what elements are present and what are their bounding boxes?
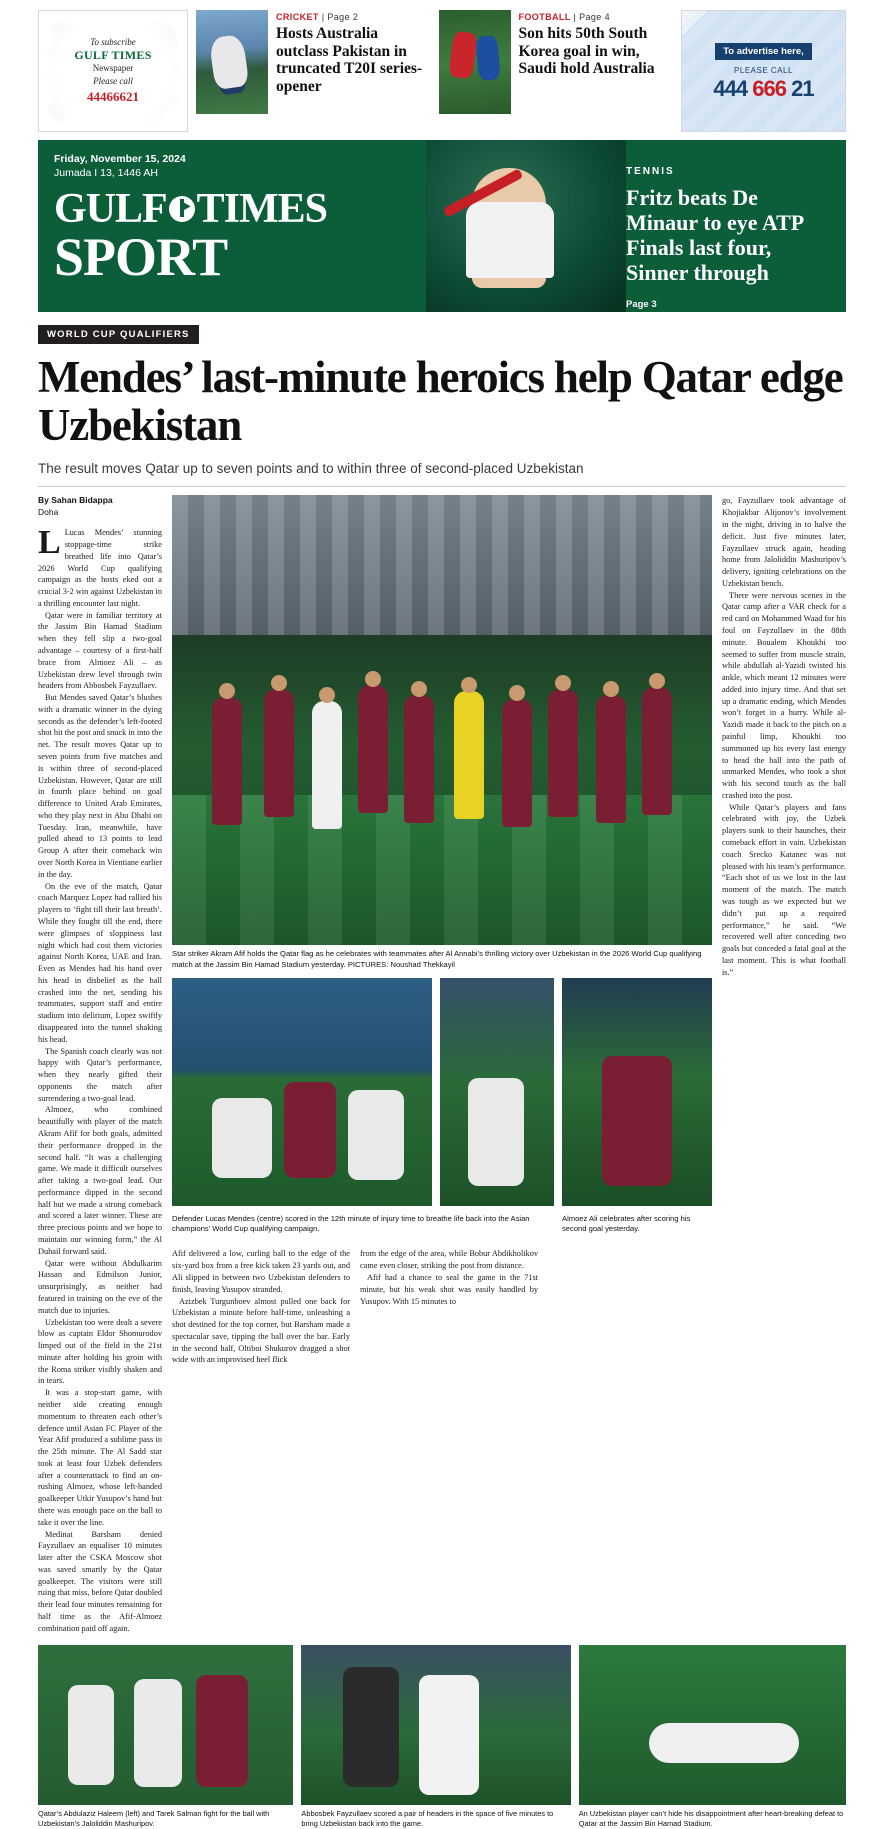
subscribe-line-1: To subscribe bbox=[90, 36, 136, 47]
subscribe-phone: 44466621 bbox=[86, 89, 139, 105]
paragraph: Medinat Barsham denied Fayzullaev an equaliser 10 minutes later after the CSKA Moscow shot was saved smartly by the Qatar goalkeeper. The visitors were still ruing that miss, before Qatar doubled their lead four minutes remaining for half time as the Afif-Almoez combination paid off again. bbox=[38, 1529, 162, 1633]
column-2-text bbox=[172, 1248, 350, 1366]
advertise-promo-box[interactable] bbox=[681, 10, 846, 132]
divider bbox=[38, 486, 846, 487]
bottom-captions bbox=[38, 1805, 846, 1829]
paragraph: Almoez, who combined beautifully with player of the match Akram Afif for both goals, admitted their performance dropped in the second half. “It was a challenging game. We made it difficult ourselves after taking a two-goal lead. Our performance dipped in the second half but we made a strong comeback and scored a later winner. These are three precious points and we hope to maintain our winning form,” the Al Duhail forward said. bbox=[38, 1105, 162, 1256]
player-figure bbox=[68, 1685, 114, 1785]
teaser-section-label: CRICKET bbox=[276, 12, 319, 22]
player-lying-figure bbox=[649, 1723, 799, 1763]
tennis-teaser-headline[interactable]: Fritz beats De Minaur to eye ATP Finals last four, Sinner through bbox=[626, 185, 804, 286]
goalkeeper-figure bbox=[454, 691, 484, 819]
column-4-text bbox=[722, 495, 846, 978]
player-figure bbox=[134, 1679, 182, 1787]
article-photo-area bbox=[172, 495, 712, 1634]
player-figure bbox=[212, 697, 242, 825]
tennis-teaser-photo bbox=[426, 140, 626, 312]
advertise-phone-part2: 666 bbox=[752, 75, 786, 101]
teaser-page-ref: | Page 2 bbox=[321, 12, 359, 22]
bottom-photo-2-caption: Abbosbek Fayzullaev scored a pair of headers in the space of five minutes to bring Uzbekistan back into the game. bbox=[301, 1808, 554, 1828]
secondary-captions bbox=[172, 1210, 712, 1235]
advertise-line-1: To advertise here, bbox=[715, 43, 812, 60]
byline-location: Doha bbox=[38, 507, 59, 518]
paragraph: from the edge of the area, while Bobur Abdikholikov came even closer, striking the post from distance. bbox=[360, 1249, 538, 1271]
advertise-phone bbox=[713, 76, 813, 102]
advertise-line-2: PLEASE CALL bbox=[734, 65, 793, 75]
column-1-text bbox=[38, 524, 162, 1634]
bottom-photo-1-caption: Qatar’s Abdulaziz Haleem (left) and Tarek Salman fight for the ball with Uzbekistan’s Jaloliddin Mashuripov. bbox=[38, 1808, 270, 1828]
column-3-text bbox=[360, 1248, 538, 1366]
publication-date bbox=[54, 152, 368, 180]
teaser-football[interactable] bbox=[439, 10, 674, 132]
teaser-section-label: FOOTBALL bbox=[518, 12, 571, 22]
player-figure bbox=[548, 689, 578, 817]
article-column-4 bbox=[722, 495, 846, 1634]
player-figure bbox=[196, 1675, 248, 1787]
drop-cap: L bbox=[38, 524, 61, 562]
teaser-headline[interactable]: Son hits 50th South Korea goal in win, Saudi hold Australia bbox=[518, 25, 655, 78]
byline-author: By Sahan Bidappa bbox=[38, 495, 113, 506]
cricket-teaser-photo bbox=[196, 10, 268, 114]
paragraph: The Spanish coach clearly was not happy with Qatar’s performance, when they nearly gifted their opponents the match after surrendering a two-goal lead. bbox=[38, 1046, 162, 1103]
secondary-photo-1-caption: Defender Lucas Mendes (centre) scored in the 12th minute of injury time to breathe life back into the Asian champions’ World Cup qualifying campaign. bbox=[172, 1213, 530, 1234]
teaser-headline[interactable]: Hosts Australia outclass Pakistan in truncated T20I series-opener bbox=[276, 25, 423, 95]
paragraph: On the eve of the match, Qatar coach Marquez Lopez had rallied his players to ‘fight till their last breath’. While they fought till the end, there were glimpses of sloppiness last night which had cost them victories against North Korea, UAE and Iran. Even as Mendes had his hand over his head in disbelief as the ball crashed into the net, sending his teammates, support staff and entire stadium into delirium, Lopez swiftly disappeared into the tunnel shaking his head. bbox=[38, 881, 162, 1044]
official-figure bbox=[343, 1667, 399, 1787]
player-figure bbox=[596, 695, 626, 823]
player-figure bbox=[404, 695, 434, 823]
masthead-section: SPORT bbox=[54, 227, 228, 288]
subscribe-line-4: Please call bbox=[93, 76, 133, 86]
paragraph: It was a stop-start game, with neither side creating enough momentum to threaten each other’s defence until Asian FC Player of the Year Afif produced a sublime pass in the 25th minute. The Al Sadd star took at least four Uzbek defenders after a counterattack to find an on-rushing Almoez, whose left-handed goalkeeper Utkir Yusupov’s hand but there was enough pace on the ball to take it over the line. bbox=[38, 1388, 162, 1527]
masthead bbox=[38, 140, 846, 312]
paragraph: Qatar were without Abdulkarim Hassan and Edmilson Junior, unsurprisingly, as neither had featured in training on the eve of the match due to injuries. bbox=[38, 1258, 162, 1315]
paragraph: go, Fayzullaev took advantage of Khojiakbar Alijonov’s involvement in the night, driving in to halve the deficit. Just five minutes later, Fayzullaev struck again, heading home from Jaloliddin Mashuripov’s delivery, igniting celebrations on the Uzbekistan bench. bbox=[722, 496, 846, 588]
subscribe-line-3: Newspaper bbox=[92, 62, 134, 73]
secondary-photo-3-caption: Almoez Ali celebrates after scoring his second goal yesterday. bbox=[562, 1213, 691, 1234]
secondary-photo-1 bbox=[172, 978, 432, 1206]
tennis-kicker: TENNIS bbox=[626, 166, 675, 177]
bottom-photo-2 bbox=[301, 1645, 570, 1805]
player-figure bbox=[602, 1056, 672, 1186]
masthead-title bbox=[54, 186, 368, 233]
tennis-player-shirt bbox=[466, 202, 554, 278]
date-gregorian: Friday, November 15, 2024 bbox=[54, 153, 186, 165]
top-promo-strip bbox=[0, 0, 884, 140]
paragraph: Afif delivered a low, curling ball to the edge of the six-yard box from a free kick taken 23 yards out, and Ali slipped in between two Uzbekistan defenders to finish, leaving Yusupov stranded. bbox=[172, 1249, 350, 1294]
tennis-page-ref: Page 3 bbox=[626, 299, 657, 311]
paragraph: While Qatar’s players and fans celebrated with joy, the Uzbek players sunk to their haunches, their comeback effort in vain. Uzbekistan coach Srecko Katanec was not pleased with his team’s performance. “Each shot of us we lost in the last moment of the match. The match was tough as we expected but we didn’t put up a required performance,” he said. “We recovered well after conceding two goals but conceded a fatal goal at the last moment. This is what football is.” bbox=[722, 802, 846, 977]
masthead-tennis-teaser[interactable] bbox=[426, 140, 846, 312]
bottom-photo-row bbox=[38, 1645, 846, 1805]
teaser-kicker bbox=[276, 12, 431, 22]
masthead-title-gulf: GULF bbox=[54, 186, 167, 233]
masthead-title-times: TIMES bbox=[196, 186, 328, 233]
bottom-photo-3-caption: An Uzbekistan player can’t hide his disappointment after heart-breaking defeat to Qatar at the Jassim Bin Hamad Stadium. bbox=[578, 1808, 844, 1828]
teaser-kicker bbox=[519, 12, 674, 22]
main-photo-caption: Star striker Akram Afif holds the Qatar flag as he celebrates with teammates after Al Annabi’s thrilling victory over Uzbekistan in the 2026 World Cup qualifying match at the Jassim Bin Hamad Stadium yesterday. PICTURES: Noushad Thekkayil bbox=[172, 949, 702, 969]
secondary-photo-row bbox=[172, 978, 712, 1206]
standfirst: The result moves Qatar up to seven points and to within three of second-placed Uzbekistan bbox=[38, 461, 584, 477]
teaser-page-ref: | Page 4 bbox=[573, 12, 611, 22]
player-figure bbox=[419, 1675, 479, 1795]
paragraph: Qatar were in familiar territory at the Jassim Bin Hamad Stadium when they fell slip a two-goal advantage – courtesy of a first-half brace from Almoez Ali – as Uzbekistan drew level through twin headers from Abbosbek Fayzullaev. bbox=[38, 610, 162, 691]
paragraph: Uzbekistan too were dealt a severe blow as captain Eldor Shomurodov limped out of the field in the 21st minute after holding his groin with the Roma striker visibly shaken and in tears. bbox=[38, 1317, 162, 1386]
section-tag: WORLD CUP QUALIFIERS bbox=[38, 325, 199, 344]
date-hijri: Jumada I 13, 1446 AH bbox=[54, 167, 158, 180]
player-figure bbox=[468, 1078, 524, 1186]
article-column-1 bbox=[38, 495, 162, 1634]
lead-story-header bbox=[38, 324, 846, 487]
paragraph: There were nervous scenes in the Qatar camp after a VAR check for a red card on Mohammed Waad for his foul on Fayzullaev in the 88th minute. Boualem Khoukhi too seemed to suffer from muscle strain, while abdullah al-Yazidi twisted his ankle, which meant 12 minutes were added into injury time. And that set up a dramatic ending, which Mendes won’t forget in a hurry. While al-Yazidi made it back to the pitch on a painful limp, Khoukhi too summoned up his every last energy to head the ball into the path of unmarked Mendes, who took a shot with his second touch as the ball crashed into the post. bbox=[722, 590, 846, 800]
player-figure bbox=[502, 699, 532, 827]
bottom-photo-1 bbox=[38, 1645, 293, 1805]
sail-logo-icon bbox=[169, 196, 195, 222]
page-title: Mendes’ last-minute heroics help Qatar edge Uzbekistan bbox=[38, 352, 843, 450]
player-figure bbox=[284, 1082, 336, 1178]
paragraph: But Mendes saved Qatar’s blushes with a dramatic winner in the dying seconds as the defender’s left-footed shot hit the post and snuck in into the net. The result moves Qatar up to seven points from five matches and is within three of second-placed Uzbekistan. However, Qatar are still in fourth place behind on goal difference to United Arab Emirates, who they play next in Abu Dhabi on Tuesday. Iran, meanwhile, have pulled ahead to 13 points to lead Group A after their comeback win over North Korea in Vientiane earlier in the day. bbox=[38, 693, 162, 879]
subscribe-promo-box[interactable] bbox=[38, 10, 188, 132]
player-figure bbox=[348, 1090, 404, 1180]
player-figure bbox=[312, 701, 342, 829]
players-group bbox=[172, 645, 712, 835]
byline bbox=[38, 495, 162, 519]
player-figure bbox=[264, 689, 294, 817]
player-figure bbox=[642, 687, 672, 815]
bottom-photo-3 bbox=[579, 1645, 846, 1805]
advertise-phone-part1: 444 bbox=[713, 75, 748, 101]
stadium-stand bbox=[172, 495, 712, 635]
masthead-left bbox=[38, 140, 368, 312]
paragraph: Afif had a chance to seal the game in the 71st minute, but his weak shot was easily handled by Yusupov. With 15 minutes to bbox=[360, 1272, 538, 1306]
teaser-cricket[interactable] bbox=[196, 10, 431, 132]
secondary-photo-3 bbox=[562, 978, 712, 1206]
article-lower-columns bbox=[172, 1240, 712, 1366]
advertise-phone-part3: 21 bbox=[791, 75, 814, 101]
subscribe-brand: GULF TIMES bbox=[74, 47, 152, 62]
secondary-photo-2 bbox=[440, 978, 554, 1206]
player-figure bbox=[358, 685, 388, 813]
paragraph: Lucas Mendes’ stunning stoppage-time strike breathed life into Qatar’s 2026 World Cup qualifying campaign as the hosts eked out a crucial 3-2 win against Uzbekistan in a thrilling encounter last night. bbox=[38, 528, 162, 608]
football-teaser-photo bbox=[439, 10, 511, 114]
player-figure bbox=[212, 1098, 272, 1178]
article-body bbox=[38, 495, 846, 1634]
paragraph: Azizbek Turgunboev almost pulled one back for Uzbekistan a minute before half-time, unleashing a shot destined for the top corner, but Barsham made a spectacular save, tipping the ball over the bar. Early in the second half, Oltiboi Shukurov dragged a shot wide with an improvised heel flick bbox=[172, 1296, 350, 1365]
main-photo bbox=[172, 495, 712, 945]
